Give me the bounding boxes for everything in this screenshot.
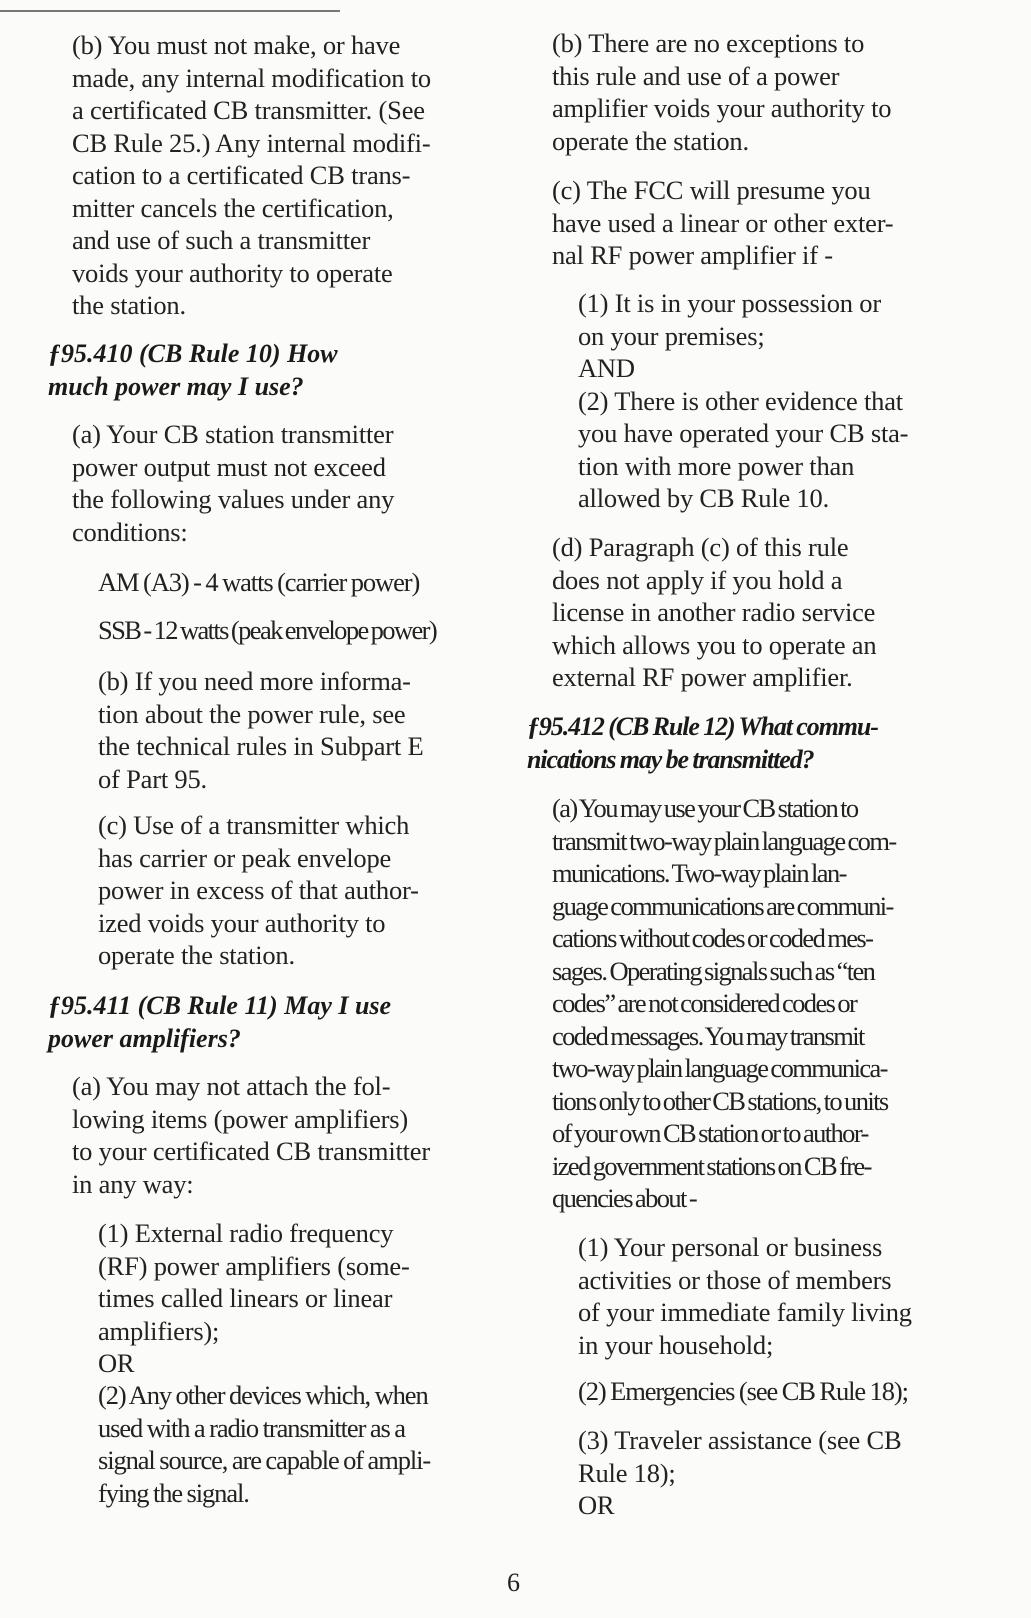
fcc-presumption-paragraph: (c) The FCC will presume you have used a linear or other exter- nal RF power amplifier if - bbox=[552, 175, 894, 270]
traveler-assistance-item: (3) Traveler assistance (see CB Rule 18); OR bbox=[578, 1425, 902, 1520]
excess-power-paragraph: (c) Use of a transmitter which has carrier or peak envelope power in excess of that author- ized voids your authority to operate the station. bbox=[98, 810, 419, 970]
section-heading-95-410: ƒ95.410 (CB Rule 10) How much power may I use? bbox=[48, 339, 338, 401]
emergencies-item: (2) Emergencies (see CB Rule 18); bbox=[578, 1376, 908, 1406]
plain-language-paragraph: (a) You may use your CB station to transmit two-way plain language com- munications. Two-way plain lan- guage communications are communi- cations without codes or coded mes- sages. Operating signals such as “ten codes” are not considered codes or coded messages. You may transmit two-way plain language communica- tions only to other CB stations, to units of your own CB station or to author- ized government stations on CB fre- quencies about - bbox=[552, 793, 896, 1213]
top-rule bbox=[0, 10, 340, 12]
no-exceptions-paragraph: (b) There are no exceptions to this rule and use of a power amplifier voids your authority to operate the station. bbox=[552, 28, 892, 156]
rule-25-modification-paragraph: (b) You must not make, or have made, any internal modification to a certificated CB transmitter. (See CB Rule 25.) Any internal modifi- cation to a certificated CB trans- mitter cancels the certification, and use of such a transmitter voids your authority to operate the station. bbox=[72, 30, 431, 320]
amplifier-prohibition-paragraph: (a) You may not attach the fol- lowing items (power amplifiers) to your certificated CB transmitter in any way: bbox=[72, 1071, 430, 1199]
section-heading-95-412: ƒ95.412 (CB Rule 12) What commu- nications may be transmitted? bbox=[527, 712, 878, 774]
other-devices-item: (2) Any other devices which, when used with a radio transmitter as a signal source, are capable of ampli- fying the signal. bbox=[98, 1380, 431, 1508]
personal-business-item: (1) Your personal or business activities or those of members of your immediate family living in your household; bbox=[578, 1232, 912, 1360]
presumption-conditions: (1) It is in your possession or on your premises; AND (2) There is other evidence that you have operated your CB sta- tion with more power than allowed by CB Rule 10. bbox=[578, 288, 909, 513]
am-power-limit: AM (A3) - 4 watts (carrier power) bbox=[98, 567, 420, 597]
section-heading-95-411: ƒ95.411 (CB Rule 11) May I use power amplifiers? bbox=[48, 991, 392, 1053]
paragraph-d-exception: (d) Paragraph (c) of this rule does not apply if you hold a license in another radio service which allows you to operate an external RF power amplifier. bbox=[552, 532, 877, 692]
ssb-power-limit: SSB - 12 watts (peak envelope power) bbox=[98, 615, 437, 645]
power-rule-info-paragraph: (b) If you need more informa- tion about the power rule, see the technical rules in Subpart E of Part 95. bbox=[98, 666, 424, 794]
page-number: 6 bbox=[507, 1568, 520, 1597]
power-output-paragraph: (a) Your CB station transmitter power output must not exceed the following values under any conditions: bbox=[72, 419, 395, 547]
external-rf-amplifiers-item: (1) External radio frequency (RF) power amplifiers (some- times called linears or linear amplifiers); OR bbox=[98, 1218, 410, 1378]
